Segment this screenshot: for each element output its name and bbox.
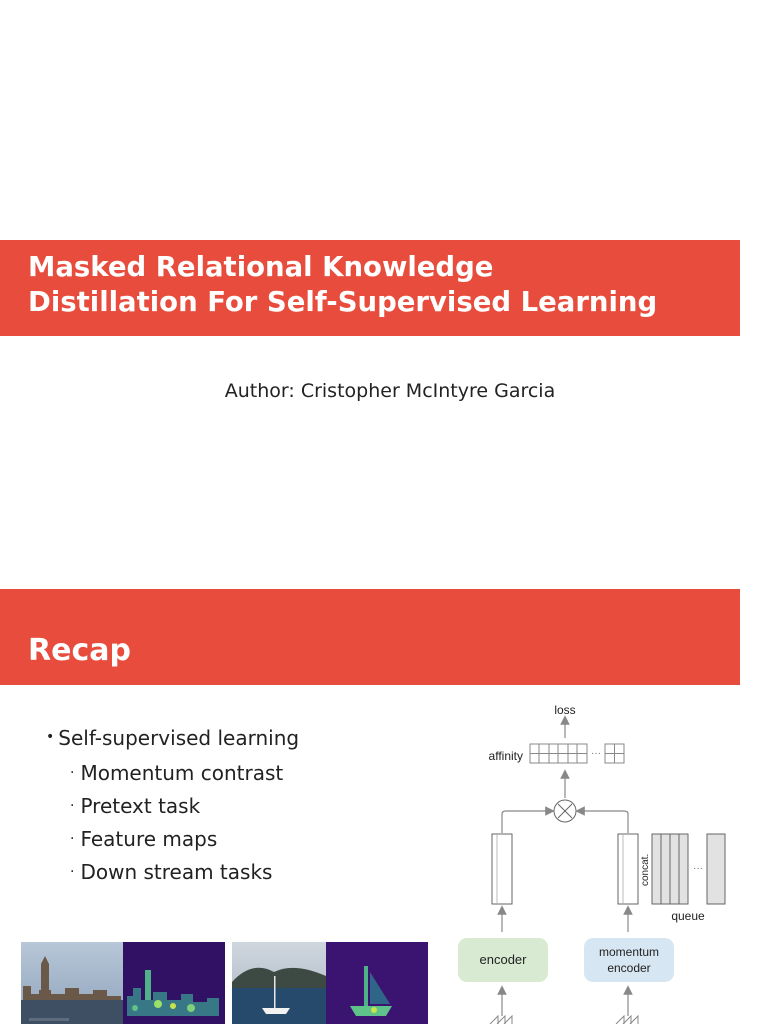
- loss-label: loss: [554, 703, 576, 717]
- bullet-text: Feature maps: [80, 827, 218, 851]
- affinity-ellipsis: ···: [591, 748, 601, 759]
- concat-label: concat.: [640, 853, 651, 886]
- recap-heading: Recap: [28, 633, 131, 668]
- slide-title: Masked Relational Knowledge Distillation For Self-Supervised Learning: [28, 251, 658, 318]
- bullet-text: Momentum contrast: [80, 761, 284, 785]
- right-to-mult-arrow: [580, 811, 628, 833]
- bullet-dot-icon: •: [46, 729, 55, 745]
- affinity-label: affinity: [488, 749, 523, 763]
- parliament-photo: [21, 942, 123, 1024]
- affinity-matrix: [530, 744, 624, 763]
- bullet-dot-icon: ·: [70, 831, 75, 847]
- momentum-encoder-label-line1: momentum: [598, 945, 660, 959]
- sub-bullet-item: [70, 793, 299, 819]
- key-feature-vector: [618, 834, 638, 904]
- sub-bullet-item: [70, 859, 299, 885]
- moco-diagram: [450, 698, 740, 1024]
- bullet-text: Pretext task: [80, 794, 201, 818]
- sub-bullet-item: [70, 826, 299, 852]
- query-feature-vector: [492, 834, 512, 904]
- bullet-dot-icon: ·: [70, 765, 75, 781]
- momentum-encoder-label-line2: encoder: [607, 961, 651, 975]
- left-to-mult-arrow: [502, 811, 550, 833]
- boat-feature-map: [326, 942, 428, 1024]
- boat-photo-pair: [232, 942, 428, 1024]
- input-image-stack-left: [490, 1016, 512, 1024]
- boat-photo: [232, 942, 326, 1024]
- bullet-text: Down stream tasks: [80, 860, 273, 884]
- bullet-text: Self-supervised learning: [58, 726, 300, 750]
- parliament-feature-map: [123, 942, 225, 1024]
- encoder-label: encoder: [479, 952, 527, 967]
- queue-ellipsis: ···: [693, 863, 703, 874]
- author-line: Author: Cristopher McIntyre Garcia: [224, 380, 556, 402]
- bullet-item: [46, 724, 299, 751]
- queue-stack: [652, 834, 725, 904]
- input-image-stack-right: [616, 1016, 638, 1024]
- bullet-list: [46, 724, 299, 892]
- queue-label: queue: [671, 909, 705, 923]
- bullet-dot-icon: ·: [70, 798, 75, 814]
- sub-bullet-item: [70, 760, 299, 786]
- bullet-dot-icon: ·: [70, 864, 75, 880]
- parliament-photo-pair: [21, 942, 225, 1024]
